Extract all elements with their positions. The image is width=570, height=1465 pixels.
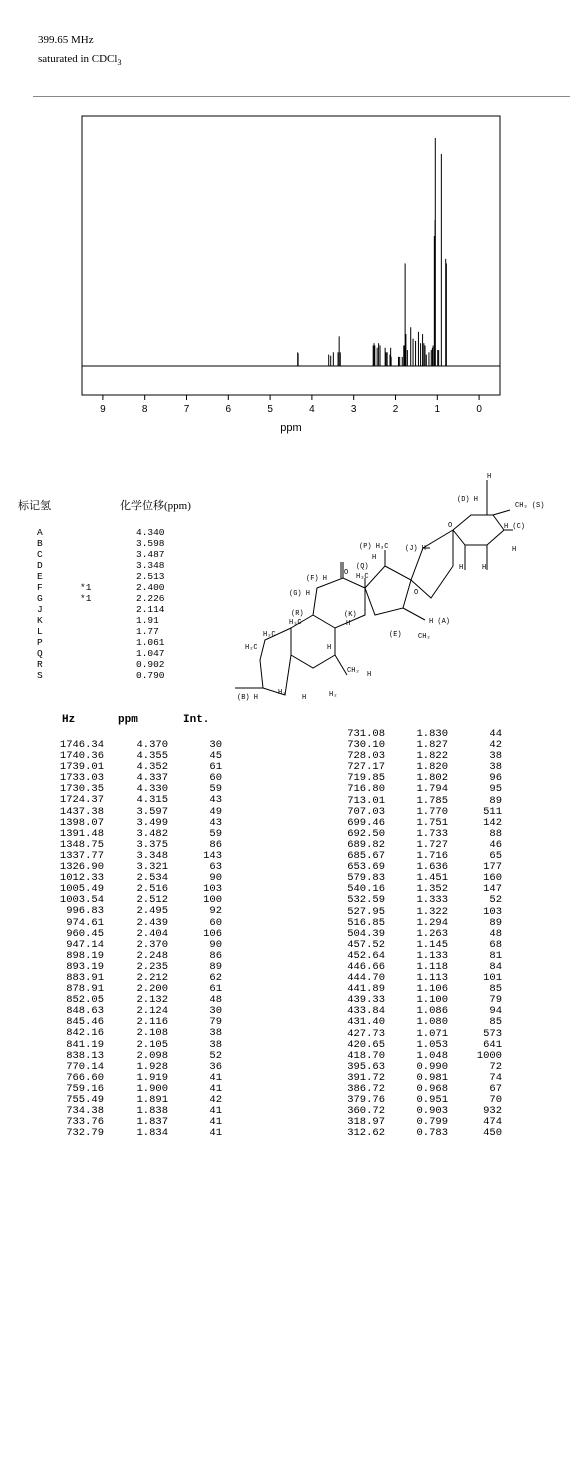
atom-label: (D) H — [457, 496, 479, 504]
x-tick-label: 1 — [434, 404, 441, 415]
x-axis-label: ppm — [280, 422, 302, 434]
x-tick-label: 0 — [476, 404, 482, 415]
atom-label: O — [448, 522, 453, 530]
x-tick-label: 9 — [100, 404, 106, 415]
atom-label: H₂C — [245, 644, 258, 652]
assignment-header-shift: 化学位移(ppm) — [120, 500, 191, 512]
peak-list-left-ppm: 4.370 4.355 4.352 4.337 4.330 4.315 3.597 3.499 3.482 3.375 3.348 3.321 2.534 2.516 2.512 2.495 2.439 2.404 2.370 2.248 2.235 2.212 2.200 2.132 2.124 2.116 2.108 2.105 2.098 1.928 1.919 1.900 1.891 1.838 1.837 1.834 — [136, 739, 168, 1140]
atom-label: H₂ — [278, 689, 287, 697]
atom-label: (B) H — [237, 694, 259, 702]
structure-bonds — [235, 480, 513, 695]
atom-label: (J) H — [405, 545, 427, 553]
atom-label: H — [302, 694, 307, 702]
x-axis-ticks — [100, 395, 482, 415]
atom-label: H₂C — [263, 631, 276, 639]
atom-label: (P) H₃C — [359, 543, 389, 551]
atom-label: CH₃ (S) — [515, 502, 545, 510]
x-tick-label: 5 — [267, 404, 273, 415]
atom-label: H — [487, 473, 492, 481]
peak-header-int: Int. — [183, 714, 210, 726]
assignment-labels: A B C D E F G J K L P Q R S — [37, 527, 43, 681]
atom-label: (K) — [344, 611, 357, 619]
x-tick-label: 3 — [350, 404, 357, 415]
atom-label: (G) H — [289, 590, 311, 598]
header-divider — [33, 96, 570, 97]
nmr-spectrum-chart — [0, 100, 570, 440]
solvent-info — [38, 53, 121, 67]
solvent-text: saturated in CDCl — [38, 53, 118, 65]
assignment-shifts: 4.340 3.598 3.487 3.348 2.513 2.400 2.226 2.114 1.91 1.77 1.061 1.047 0.902 0.790 — [136, 527, 165, 681]
assignment-header-atom: 标记氢 — [18, 500, 51, 512]
assignment-flags: *1 *1 — [80, 582, 92, 604]
atom-label: H — [512, 546, 517, 554]
x-tick-label: 2 — [392, 404, 399, 415]
atom-label: O — [414, 589, 419, 597]
x-tick-label: 4 — [309, 404, 315, 415]
molecular-structure — [225, 470, 555, 720]
atom-label: H — [372, 554, 377, 562]
peak-header-ppm: ppm — [118, 714, 138, 726]
x-tick-label: 8 — [141, 404, 148, 415]
atom-label: O — [344, 569, 349, 577]
atom-label: CH₂ — [418, 633, 431, 641]
atom-label: H — [346, 620, 351, 628]
x-tick-label: 6 — [225, 404, 232, 415]
peak-list-left-hz: 1746.34 1740.36 1739.01 1733.03 1730.35 1724.37 1437.38 1398.07 1391.48 1348.75 1337.77 1326.90 1012.33 1005.49 1003.54 996.83 974.61 960.45 947.14 898.19 893.19 883.91 878.91 852.05 848.63 845.46 842.16 841.19 838.13 770.14 766.60 759.16 755.49 734.38 733.76 732.79 — [59, 739, 104, 1140]
atom-label: H — [327, 644, 332, 652]
peak-list-right-ppm: 1.830 1.827 1.822 1.820 1.802 1.794 1.785 1.770 1.751 1.733 1.727 1.716 1.636 1.451 1.352 1.333 1.322 1.294 1.263 1.145 1.133 1.118 1.113 1.106 1.100 1.086 1.080 1.071 1.053 1.048 0.990 0.981 0.968 0.951 0.903 0.799 0.783 — [416, 728, 448, 1140]
atom-label: H (A) — [429, 618, 451, 626]
peak-header-hz: Hz — [62, 714, 76, 726]
peak-list-left-int: 30 45 61 60 59 43 49 43 59 86 143 63 90 103 100 92 60 106 90 86 89 62 61 48 30 79 38 38 52 36 41 41 42 41 41 41 — [203, 739, 222, 1140]
structure-atom-labels — [237, 473, 544, 702]
atom-label: (Q) — [356, 563, 369, 571]
atom-label: H — [367, 671, 372, 679]
x-tick-label: 7 — [183, 404, 190, 415]
atom-label: H₃C — [289, 619, 302, 627]
spectrometer-frequency: 399.65 MHz — [38, 34, 94, 46]
atom-label: H₃C — [356, 573, 369, 581]
solvent-subscript: 3 — [117, 58, 122, 68]
atom-label: H (C) — [504, 523, 526, 531]
peak-list-right-int: 44 42 38 38 96 95 89 511 142 88 46 65 177 160 147 52 103 89 48 68 81 84 101 85 79 94 85 573 641 1000 72 74 67 70 932 474 450 — [476, 728, 502, 1140]
atom-label: CH₂ — [347, 667, 360, 675]
atom-label: (F) H — [306, 575, 328, 583]
atom-label: H — [459, 564, 464, 572]
atom-label: (R) — [291, 610, 304, 618]
peak-list-right-hz: 731.08 730.10 728.03 727.17 719.85 716.80 713.01 707.03 699.46 692.50 689.82 685.67 653.69 579.83 540.16 532.59 527.95 516.85 504.39 457.52 452.64 446.66 444.70 441.89 439.33 433.84 431.40 427.73 420.65 418.70 395.63 391.72 386.72 379.76 360.72 318.97 312.62 — [347, 728, 385, 1140]
atom-label: H — [482, 564, 487, 572]
atom-label: H₂ — [329, 691, 338, 699]
atom-label: (E) — [389, 631, 402, 639]
